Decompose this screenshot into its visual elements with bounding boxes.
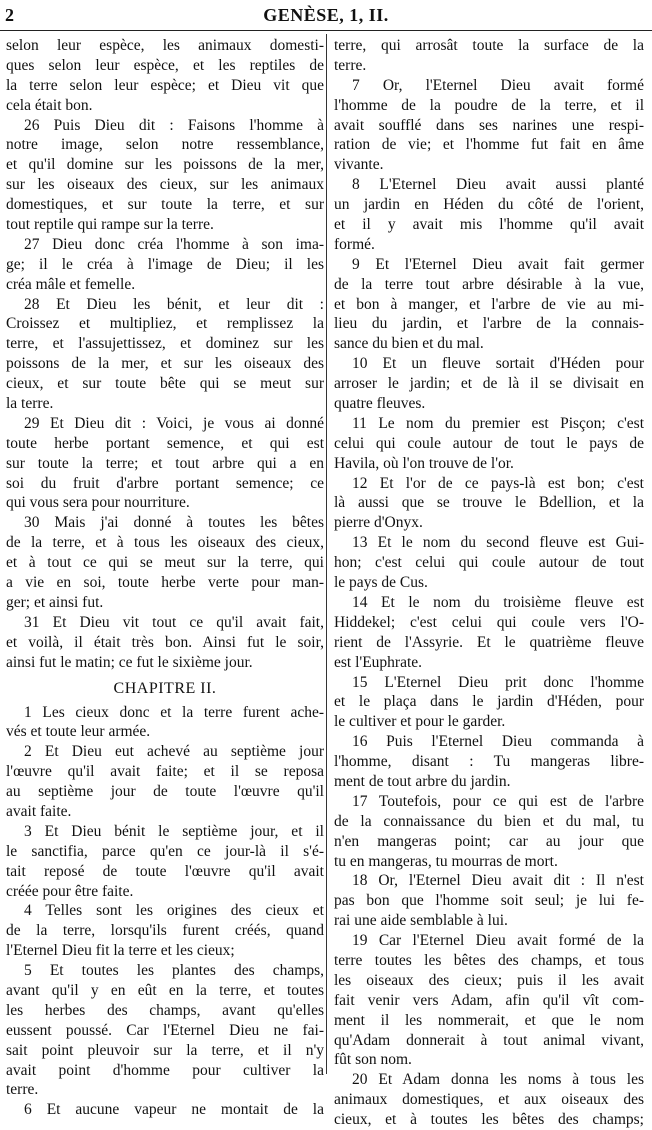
text-line: avait point d'homme pour cultiver la	[6, 1061, 324, 1079]
text-line: avait faite.	[6, 802, 72, 820]
text-line: cela était bon.	[6, 96, 93, 114]
text-line: 3 Et Dieu bénit le septième jour, et il	[24, 822, 324, 840]
text-line: 14 Et le nom du troisième fleuve est	[352, 593, 644, 611]
text-line: l'homme de la poudre de la terre, et il	[334, 96, 644, 114]
text-line: 16 Puis l'Eternel Dieu commanda à	[352, 733, 644, 751]
text-line: la terre.	[6, 395, 54, 413]
text-line: l'œuvre qu'il avait faite; et il se reposa	[6, 763, 324, 781]
text-line: le sanctifia, parce qu'en ce jour-là il s'é-	[6, 842, 324, 860]
text-line: animaux domestiques, et aux oiseaux des	[334, 1091, 644, 1109]
text-line: et il y avait mis l'homme qu'il avait	[334, 216, 644, 234]
text-line: terre.	[6, 1081, 39, 1099]
text-line: l'Eternel Dieu fit la terre et les cieux;	[6, 942, 235, 960]
text-line: 12 Et l'or de ce pays-là est bon; c'est	[352, 474, 644, 492]
text-line: 5 Et toutes les plantes des champs,	[24, 962, 324, 980]
text-line: hon; c'est celui qui coule autour de tout	[334, 554, 644, 572]
text-line: 17 Toutefois, pour ce qui est de l'arbre	[352, 792, 644, 810]
text-line: ration de vie; et l'homme fut fait en âme	[334, 136, 644, 154]
text-line: 26 Puis Dieu dit : Faisons l'homme à	[24, 116, 324, 134]
text-line: 31 Et Dieu vit tout ce qu'il avait fait,	[24, 613, 324, 631]
text-line: 29 Et Dieu dit : Voici, je vous ai donné	[24, 414, 324, 432]
text-line: rai une aide semblable à lui.	[334, 912, 508, 930]
text-line: créa mâle et femelle.	[6, 275, 136, 293]
text-line: terre, qui arrosât toute la surface de la	[334, 37, 644, 54]
text-line: 27 Dieu donc créa l'homme à son ima-	[24, 235, 324, 253]
text-line: les oiseaux des cieux; puis il les avait	[334, 971, 644, 989]
text-line: un jardin en Héden du côté de l'orient,	[334, 196, 644, 214]
text-line: et qu'il domine sur les poissons de la mer,	[6, 156, 324, 174]
text-line: avait soufflé dans ses narines une respi-	[334, 116, 644, 134]
text-line: au septième jour de toute l'œuvre qu'il	[6, 783, 324, 801]
text-line: sur toute la terre; et tout arbre qui a en	[6, 454, 324, 472]
text-line: 7 Or, l'Eternel Dieu avait formé	[352, 76, 644, 94]
text-line: 30 Mais j'ai donné à toutes les bêtes	[24, 514, 324, 532]
text-line: 11 Le nom du premier est Pisçon; c'est	[352, 414, 644, 432]
text-line: 19 Car l'Eternel Dieu avait formé de la	[352, 932, 644, 950]
text-line: a vie en soi, toute herbe verte pour man-	[6, 574, 324, 592]
running-header	[0, 0, 652, 31]
page-number: 2	[5, 5, 14, 25]
left-text-column	[6, 36, 324, 1120]
text-line: rient de l'Assyrie. Et le quatrième fleuve	[334, 633, 644, 651]
text-line: vés et toute leur armée.	[6, 723, 151, 741]
text-line: ge; il le créa à l'image de Dieu; il les	[6, 255, 324, 273]
text-line: ainsi fut le matin; ce fut le sixième jour.	[6, 653, 253, 671]
text-line: 9 Et l'Eternel Dieu avait fait germer	[352, 255, 644, 273]
text-line: lieu du jardin, et l'arbre de la connais-	[334, 315, 644, 333]
right-text-column	[334, 36, 644, 1130]
text-line: qu'Adam donnerait à tout animal vivant,	[334, 1031, 644, 1049]
text-line: et à tout ce qui se meut sur la terre, qui	[6, 554, 324, 572]
text-line: cieux, et sur toute bête qui se meut sur	[6, 375, 324, 393]
text-line: sait point pleuvoir sur la terre, et il n'y	[6, 1041, 324, 1059]
text-line: fût son nom.	[334, 1051, 412, 1069]
text-line: 13 Et le nom du second fleuve est Gui-	[352, 534, 644, 552]
text-line: soi du fruit d'arbre portant semence; ce	[6, 474, 324, 492]
text-line: ger; et ainsi fut.	[6, 593, 104, 611]
text-line: Hiddekel; c'est celui qui coule vers l'O-	[334, 613, 644, 631]
text-line: 1 Les cieux donc et la terre furent ache-	[24, 703, 324, 721]
text-line: poissons de la mer, et sur les oiseaux des	[6, 355, 324, 373]
text-line: qui vous sera pour nourriture.	[6, 494, 190, 512]
text-line: 18 Or, l'Eternel Dieu avait dit : Il n'est	[352, 872, 644, 890]
text-line: 8 L'Eternel Dieu avait aussi planté	[352, 176, 644, 194]
text-line: 28 Et Dieu les bénit, et leur dit :	[24, 295, 324, 313]
text-line: et bon à manger, et l'arbre de vie au mi-	[334, 295, 644, 313]
text-line: avant qu'il y en eût en la terre, et toutes	[6, 981, 324, 999]
text-line: l'homme, disant : Tu mangeras libre-	[334, 753, 644, 771]
text-line: 4 Telles sont les origines des cieux et	[24, 902, 324, 920]
text-line: la terre selon leur espèce; et Dieu vit que	[6, 76, 324, 94]
text-line: 6 Et aucune vapeur ne montait de la	[24, 1101, 324, 1119]
text-line: le cultiver et pour le garder.	[334, 713, 506, 731]
text-line: terre.	[334, 56, 367, 74]
text-line: 20 Et Adam donna les noms à tous les	[352, 1071, 644, 1089]
text-line: tout reptile qui rampe sur la terre.	[6, 216, 214, 234]
text-line: de la terre, et à tous les oiseaux des cieux,	[6, 534, 324, 552]
text-line: ques selon leur espèce, et les reptiles de	[6, 56, 324, 74]
text-line: et le plaça dans le jardin d'Héden, pour	[334, 693, 644, 711]
text-line: 2 Et Dieu eut achevé au septième jour	[24, 743, 324, 761]
text-line: et voilà, il était très bon. Ainsi fut le soir,	[6, 633, 324, 651]
column-divider	[326, 34, 327, 1074]
text-line: les herbes des champs, avant qu'elles	[6, 1001, 324, 1019]
text-line: pas bon que l'homme soit seul; je lui fe-	[334, 892, 644, 910]
text-line: ment il les nommerait, et que le nom	[334, 1011, 644, 1029]
text-line: toute herbe portant semence, et qui est	[6, 434, 324, 452]
text-line: 15 L'Eternel Dieu prit donc l'homme	[352, 673, 644, 691]
text-line: terre toutes les bêtes des champs, et tous	[334, 951, 644, 969]
text-line: le pays de Cus.	[334, 574, 428, 592]
text-line: n'en mangeras point; car au jour que	[334, 832, 644, 850]
text-line: sur les oiseaux des cieux, sur les animaux	[6, 176, 324, 194]
text-line: selon leur espèce, les animaux domesti-	[6, 37, 324, 54]
text-line: là aussi que se trouve le Bdellion, et la	[334, 494, 644, 512]
text-line: quatre fleuves.	[334, 395, 426, 413]
text-line: Croissez et multipliez, et remplissez la	[6, 315, 324, 333]
text-line: formé.	[334, 235, 375, 253]
text-line: cieux, et à toutes les bêtes des champs;	[334, 1111, 644, 1129]
text-line: créée pour être faite.	[6, 882, 134, 900]
text-line: tait reposé de toute l'œuvre qu'il avait	[6, 862, 324, 880]
text-line: notre image, selon notre ressemblance,	[6, 136, 324, 154]
text-line: domestiques, et sur toute la terre, et sur	[6, 196, 324, 214]
text-line: sance du bien et du mal.	[334, 335, 484, 353]
text-line: terre, et l'assujettissez, et dominez sur les	[6, 335, 324, 353]
running-head-title: GENÈSE, 1, II.	[263, 5, 389, 25]
text-line: eussent poussé. Car l'Eternel Dieu ne fai-	[6, 1021, 324, 1039]
text-line: de la connaissance du bien et du mal, tu	[334, 812, 644, 830]
text-line: pierre d'Onyx.	[334, 514, 423, 532]
text-line: arroser le jardin; et de là il se divisait en	[334, 375, 644, 393]
text-line: fait venir vers Adam, afin qu'il vît com-	[334, 991, 644, 1009]
text-line: est l'Euphrate.	[334, 653, 423, 671]
text-line: tu en mangeras, tu mourras de mort.	[334, 852, 558, 870]
text-line: de la terre tout arbre désirable à la vue,	[334, 275, 644, 293]
text-line: 10 Et un fleuve sortait d'Héden pour	[352, 355, 644, 373]
text-line: vivante.	[334, 156, 384, 174]
text-line: de la terre, lorsqu'ils furent créés, quand	[6, 922, 324, 940]
text-line: ment de tout arbre du jardin.	[334, 772, 511, 790]
text-line: celui qui coule autour de tout le pays de	[334, 434, 644, 452]
text-line: Havila, où l'on trouve de l'or.	[334, 454, 514, 472]
chapter-heading: CHAPITRE II.	[113, 679, 217, 697]
